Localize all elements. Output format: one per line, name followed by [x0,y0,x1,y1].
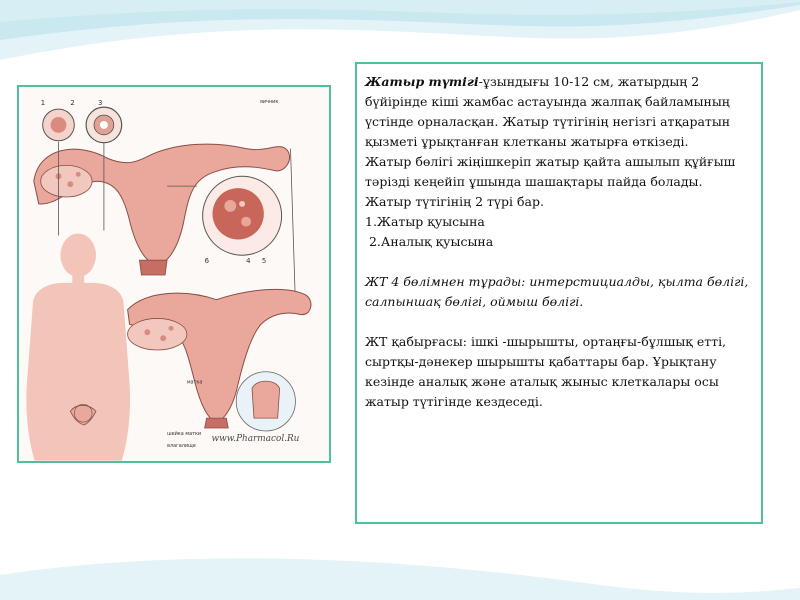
figure-number-5: 5 [261,257,267,266]
label-uterus: матка [186,379,203,386]
intro-paragraph [365,72,755,152]
label-cervix: шейка матки [167,430,202,437]
paragraph-5: ЖТ қабырғасы: ішкі -шырышты, ортаңғы-бұлшық етті, сыртқы-дәнекер шырышты қабаттары бар. Ұрықтану кезінде аналық және аталық жыныс клеткалары осы жатыр түтігінде кездеседі. [365,334,727,409]
list-item-1: 1.Жатыр қуысына [365,214,485,229]
intro-text: -ұзындығы 10-12 см, жатырдың 2 бүйірінде кіші жамбас астауында жалпақ байламының үстінде орналасқан. Жатыр түтігінің негізгі атқаратын қызметі ұрықтанған клетканы жатырға өткізеді. [365,74,731,149]
figure-number-4: 4 [246,257,251,266]
paragraph-4: ЖТ 4 бөлімнен тұрады: интерстициалды, қылта бөлігі, салпыншақ бөлігі, оймыш бөлігі. [365,274,749,309]
paragraph-2: Жатыр бөлігі жіңішкеріп жатыр қайта ашылып құйғыш тәрізді кеңейіп ұшында шашақтары пайда болады. [365,154,736,189]
text-panel [355,62,763,524]
paragraph-3: Жатыр түтігінің 2 түрі бар. [365,194,544,209]
anatomy-figure [17,85,331,463]
list-item-2: 2.Аналық қуысына [365,234,494,249]
figure-number-2: 2 [70,99,75,108]
label-vagina: влагалище [167,442,196,449]
heading-term: Жатыр түтігі [365,74,479,89]
figure-number-3: 3 [97,99,103,108]
figure-number-1: 1 [40,99,46,108]
label-ovary: яичник [259,99,279,106]
anatomy-illustration [19,87,329,461]
watermark-text: www.Pharmacol.Ru [211,433,300,444]
figure-number-6: 6 [204,257,210,266]
